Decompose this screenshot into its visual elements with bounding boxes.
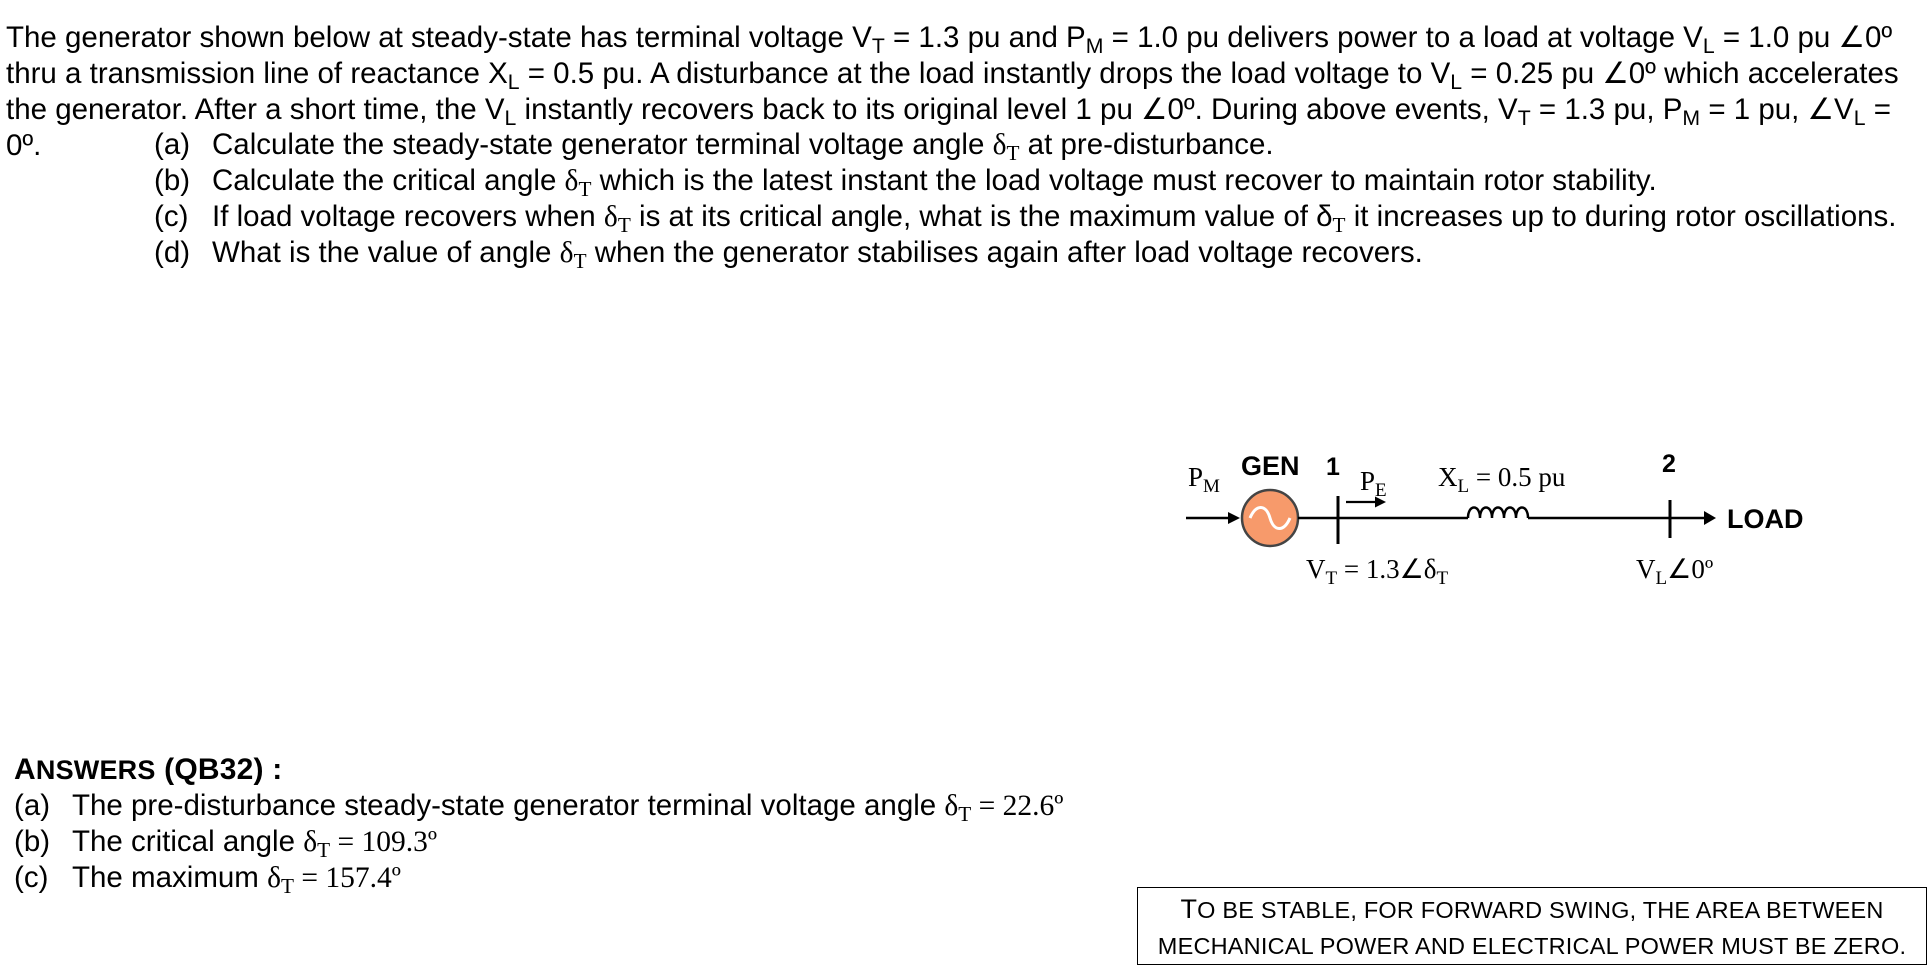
generator-icon — [1242, 490, 1298, 546]
inductor-icon — [1468, 508, 1528, 519]
circuit-diagram — [1170, 440, 1850, 610]
vt-label: $V_T$ = $1.3\angle\delta_T$ — [1306, 554, 1449, 589]
question-parts — [154, 127, 1896, 271]
question-part-d: (d) What is the value of angle $\delta_T$ when the generator stabilises again after load voltage recovers. — [154, 236, 1423, 273]
answer-c: (c) The maximum $\delta_T$ = 157.4º — [14, 861, 401, 898]
answer-b: (b) The critical angle $\delta_T$ = 109.3º — [14, 825, 438, 862]
note-line-1: TO BE STABLE, FOR FORWARD SWING, THE AREA BETWEEN — [1180, 894, 1884, 924]
load-arrowhead — [1704, 511, 1716, 525]
gen-label: GEN — [1241, 451, 1300, 481]
pm-arrowhead — [1228, 512, 1240, 524]
question-part-c: (c) If load voltage recovers when $\delta_T$ is at its critical angle, what is the maximum value of $\delta_T$ it increases up to during rotor oscillations. — [154, 200, 1897, 237]
question-part-b: (b) Calculate the critical angle $\delta_T$ which is the latest instant the load voltage must recover to maintain rotor stability. — [154, 164, 1657, 201]
pm-label: $P_M$ — [1188, 462, 1220, 497]
xl-label: $X_L = 0.5$ pu — [1438, 462, 1566, 497]
vl-label: $V_L\angle 0º$ — [1636, 554, 1714, 589]
pe-label: $P_E$ — [1360, 466, 1387, 501]
load-label: LOAD — [1727, 504, 1804, 534]
answers-section — [14, 752, 1063, 896]
problem-text: The generator shown below at steady-state has terminal voltage $V_T = 1.3$ pu and $P_M = 1.0$ pu delivers power to a load at voltage $V_L = 1.0$ pu ∠0º thru a transmission line of reactance $X_L = 0.5$ pu. A disturbance at the load instantly drops the load voltage to $V_L = 0.25$ pu ∠0º which accelerates the generator. After a short time, the $V_L$ instantly recovers back to its original level 1 pu ∠0º. During above events, $V_T = 1.3$ pu, $P_M = 1$ pu, $\angle V_L$ = 0º. — [6, 21, 1899, 162]
bus2-label: 2 — [1662, 450, 1676, 478]
bus1-label: 1 — [1326, 453, 1340, 481]
answer-a: (a) The pre-disturbance steady-state generator terminal voltage angle $\delta_T$ = 22.6º — [14, 789, 1064, 826]
stability-note-box — [1137, 887, 1927, 965]
answers-header: ANSWERS (QB32) : — [14, 753, 283, 786]
question-part-a: (a) Calculate the steady-state generator terminal voltage angle $\delta_T$ at pre-disturbance. — [154, 128, 1274, 165]
note-line-2: MECHANICAL POWER AND ELECTRICAL POWER MUST BE ZERO. — [1157, 933, 1907, 959]
